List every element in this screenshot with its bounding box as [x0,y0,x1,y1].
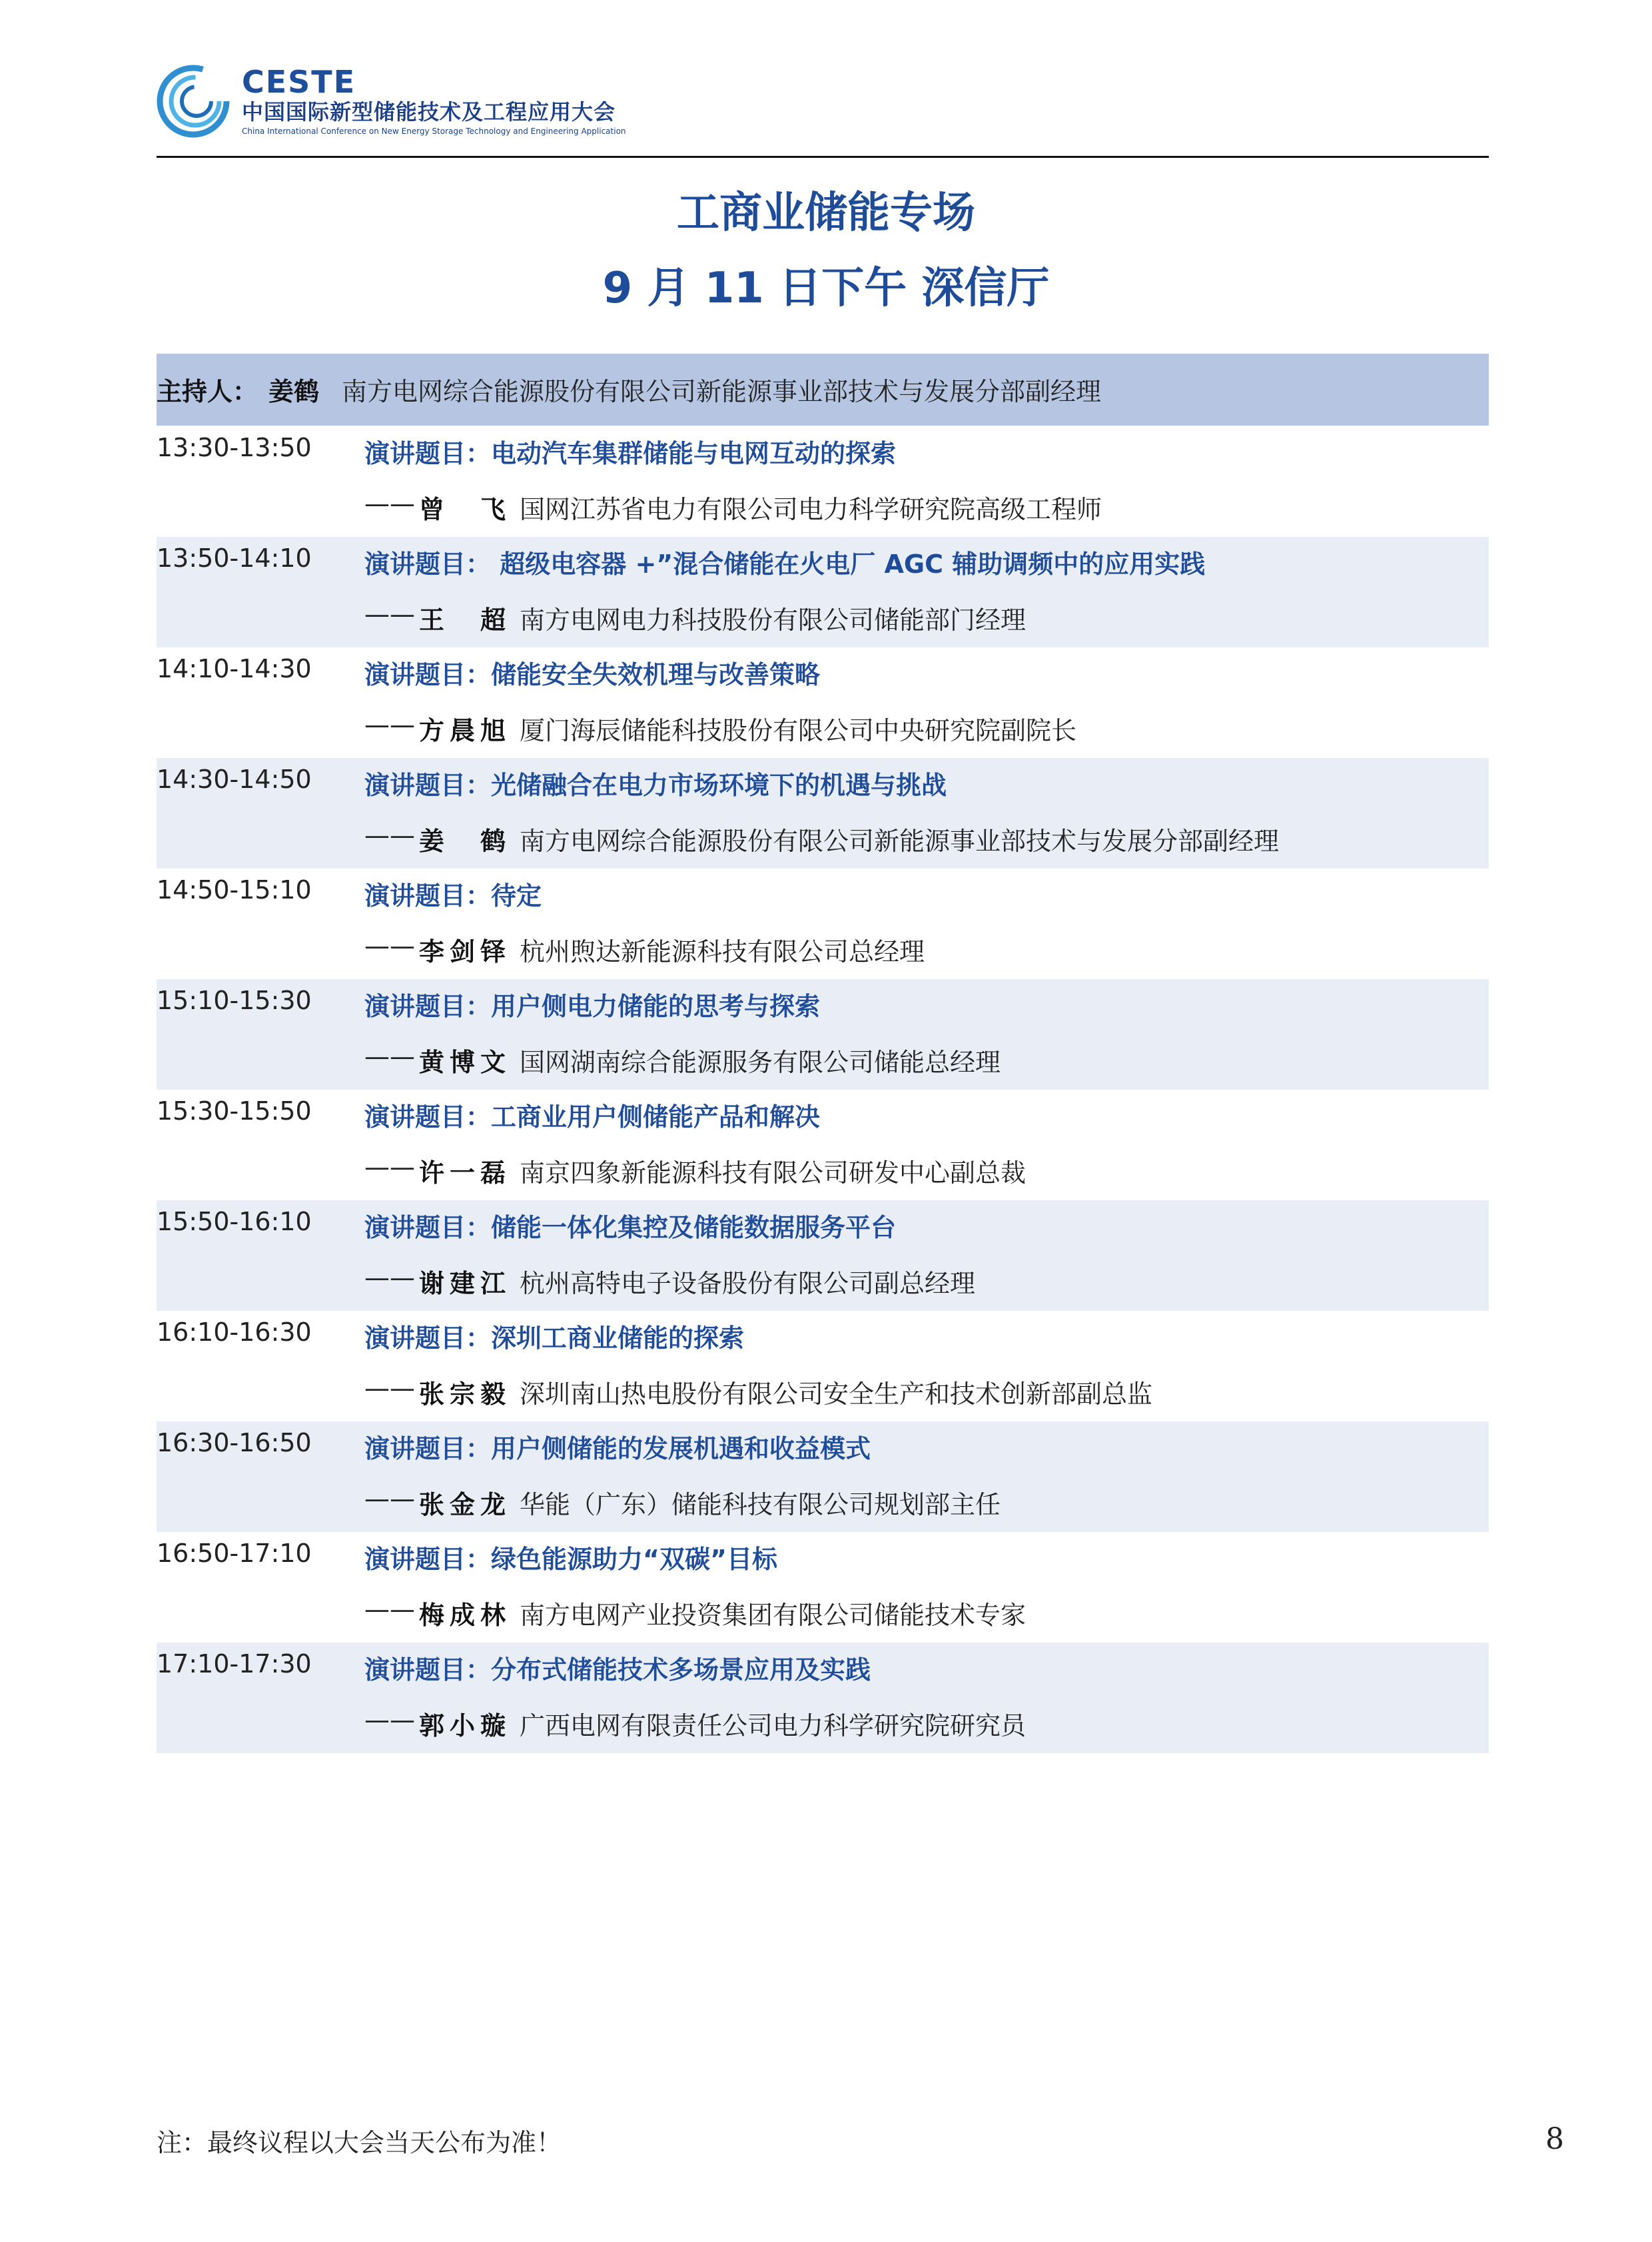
agenda-row [157,869,1489,979]
agenda-time: 16:30-16:50 [157,1428,312,1457]
agenda-topic: 演讲题目：储能一体化集控及储能数据服务平台 [364,1213,897,1242]
agenda-time: 15:50-16:10 [157,1207,312,1236]
agenda-row [157,758,1489,869]
brand-name: CESTE [242,64,356,100]
agenda-row [157,1200,1489,1311]
host-bar [157,354,1489,426]
agenda-row [157,647,1489,758]
speaker-name: 梅成林 [419,1601,506,1630]
speaker-name: 姜鹤 [419,827,506,856]
agenda-topic: 演讲题目：分布式储能技术多场景应用及实践 [364,1655,871,1684]
speaker-name: 郭小璇 [419,1711,506,1740]
speaker-dash: —— [364,1042,415,1071]
speaker-name: 黄博文 [419,1048,506,1077]
speaker-dash: —— [364,599,415,629]
agenda-topic: 演讲题目：工商业用户侧储能产品和解决 [364,1102,821,1132]
speaker-name: 谢建江 [419,1269,506,1298]
agenda-time: 14:10-14:30 [157,654,312,683]
agenda-time: 13:30-13:50 [157,433,312,462]
host-label: 主持人： [157,377,258,406]
speaker-dash: —— [364,1705,415,1734]
agenda-row [157,979,1489,1090]
agenda-topic: 演讲题目：用户侧储能的发展机遇和收益模式 [364,1434,871,1463]
speaker-org: 厦门海辰储能科技股份有限公司中央研究院副院长 [520,716,1077,745]
agenda-topic: 演讲题目：绿色能源助力“双碳”目标 [364,1545,777,1574]
agenda-topic: 演讲题目：光储融合在电力市场环境下的机遇与挑战 [364,771,947,800]
agenda-row [157,1421,1489,1532]
agenda-time: 15:30-15:50 [157,1096,312,1126]
speaker-dash: —— [364,931,415,960]
speaker-org: 国网湖南综合能源服务有限公司储能总经理 [520,1048,1001,1077]
conference-header [157,61,1489,155]
conference-logo-icon [157,61,230,141]
speaker-name: 王超 [419,605,506,635]
host-title: 南方电网综合能源股份有限公司新能源事业部技术与发展分部副经理 [342,377,1102,406]
conference-name-en: China International Conference on New Energy Storage Technology and Engineering Application [242,127,626,136]
speaker-org: 华能（广东）储能科技有限公司规划部主任 [520,1490,1001,1519]
session-date-venue: 9 月 11 日下午 深信厅 [602,264,1050,313]
agenda-row [157,426,1489,537]
speaker-name: 方晨旭 [419,716,506,745]
session-title: 工商业储能专场 [677,188,975,238]
speaker-org: 国网江苏省电力有限公司电力科学研究院高级工程师 [520,495,1102,524]
agenda-time: 16:10-16:30 [157,1317,312,1347]
speaker-dash: —— [364,1484,415,1513]
agenda-time: 15:10-15:30 [157,986,312,1015]
speaker-name: 曾飞 [419,495,506,524]
agenda-topic: 演讲题目：用户侧电力储能的思考与探索 [364,992,821,1021]
header-divider [157,156,1489,158]
speaker-dash: —— [364,1595,415,1624]
agenda-row [157,537,1489,647]
agenda-topic: 演讲题目： 超级电容器 +”混合储能在火电厂 AGC 辅助调频中的应用实践 [364,550,1206,579]
speaker-org: 南方电网综合能源股份有限公司新能源事业部技术与发展分部副经理 [520,827,1280,856]
speaker-org: 杭州煦达新能源科技有限公司总经理 [520,937,925,966]
speaker-dash: —— [364,489,415,518]
speaker-name: 李剑铎 [419,937,506,966]
speaker-name: 张宗毅 [419,1379,506,1409]
agenda-topic: 演讲题目：待定 [364,881,542,911]
agenda-time: 14:30-14:50 [157,765,312,794]
agenda-time: 14:50-15:10 [157,875,312,905]
agenda-row [157,1090,1489,1200]
speaker-org: 杭州高特电子设备股份有限公司副总经理 [520,1269,976,1298]
speaker-dash: —— [364,1152,415,1182]
agenda-topic: 演讲题目：储能安全失效机理与改善策略 [364,660,821,689]
footer-note: 注：最终议程以大会当天公布为准！ [157,2128,562,2157]
speaker-dash: —— [364,1263,415,1292]
speaker-dash: —— [364,821,415,850]
speaker-org: 深圳南山热电股份有限公司安全生产和技术创新部副总监 [520,1379,1153,1409]
conference-name-cn: 中国国际新型储能技术及工程应用大会 [242,99,616,125]
speaker-name: 许一磊 [419,1158,506,1188]
agenda-topic: 演讲题目：电动汽车集群储能与电网互动的探索 [364,439,897,468]
speaker-dash: —— [364,710,415,739]
speaker-org: 南方电网产业投资集团有限公司储能技术专家 [520,1601,1027,1630]
page-number: 8 [1545,2122,1564,2156]
agenda-row [157,1311,1489,1421]
agenda-row [157,1532,1489,1643]
agenda-time: 17:10-17:30 [157,1649,312,1679]
speaker-dash: —— [364,1373,415,1403]
speaker-org: 南京四象新能源科技有限公司研发中心副总裁 [520,1158,1027,1188]
logo-text [242,65,626,137]
agenda-row [157,1643,1489,1753]
speaker-name: 张金龙 [419,1490,506,1519]
agenda-time: 13:50-14:10 [157,544,312,573]
speaker-org: 广西电网有限责任公司电力科学研究院研究员 [520,1711,1027,1740]
speaker-org: 南方电网电力科技股份有限公司储能部门经理 [520,605,1027,635]
agenda-time: 16:50-17:10 [157,1539,312,1568]
agenda-topic: 演讲题目：深圳工商业储能的探索 [364,1323,745,1353]
host-name: 姜鹤 [268,377,320,406]
